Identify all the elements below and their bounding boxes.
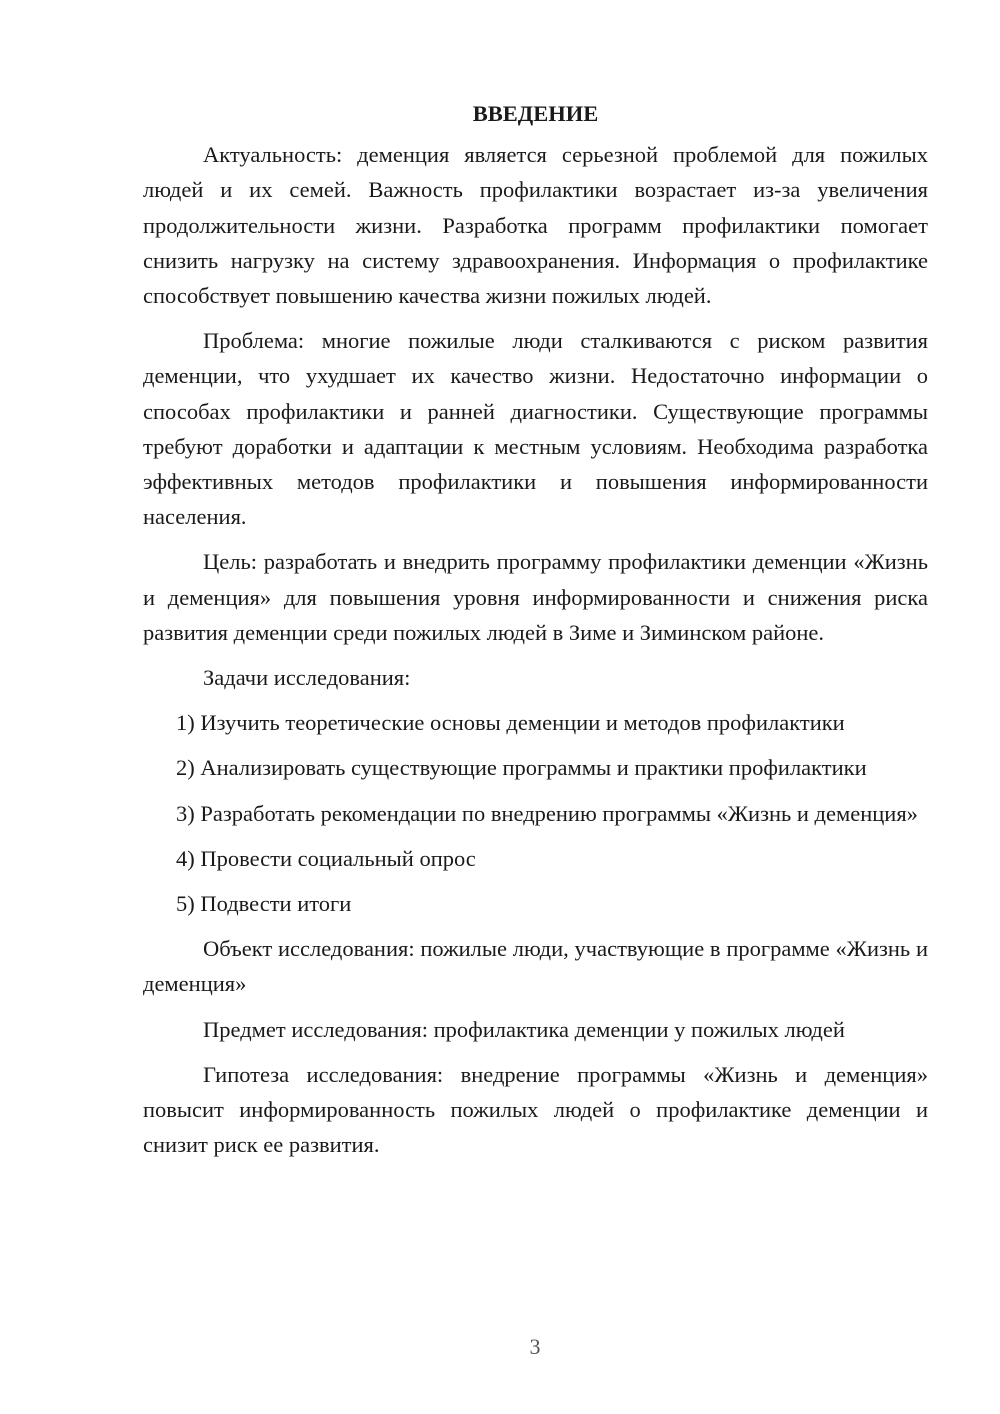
tasks-title: Задачи исследования: bbox=[203, 665, 411, 691]
object-paragraph: Объект исследования: пожилые люди, участвующие в программе «Жизнь и деменция» bbox=[143, 936, 928, 997]
goal-paragraph: Цель: разработать и внедрить программу профилактики деменции «Жизнь и деменция» для повышения уровня информированности и снижения риска развития деменции среди пожилых людей в Зиме и Зиминском районе. bbox=[143, 549, 928, 645]
page-title: ВВЕДЕНИЕ bbox=[472, 101, 599, 126]
subject-paragraph: Предмет исследования: профилактика деменции у пожилых людей bbox=[203, 1016, 845, 1042]
relevance-paragraph: Актуальность: деменция является серьезной проблемой для пожилых людей и их семей. Важность профилактики возрастает из-за увеличения продолжительности жизни. Разработка программ профилактики помогает снизить нагрузку на систему здравоохранения. Информация о профилактике способствует повышению качества жизни пожилых людей. bbox=[143, 142, 928, 309]
problem-paragraph: Проблема: многие пожилые люди сталкиваются с риском развития деменции, что ухудшает их качество жизни. Недостаточно информации о способах профилактики и ранней диагностики. Существующие программы требуют доработки и адаптации к местным условиям. Необходима разработка эффективных методов профилактики и повышения информированности населения. bbox=[143, 328, 928, 530]
hypothesis-paragraph: Гипотеза исследования: внедрение программы «Жизнь и деменция» повысит информированность пожилых людей о профилактике деменции и снизит риск ее развития. bbox=[143, 1061, 928, 1158]
task-item: 5) Подвести итоги bbox=[176, 891, 352, 917]
task-item: 3) Разработать рекомендации по внедрению программы «Жизнь и деменция» bbox=[176, 800, 918, 826]
document-page bbox=[143, 96, 928, 1172]
task-item: 4) Провести социальный опрос bbox=[176, 845, 476, 871]
task-item: 1) Изучить теоретические основы деменции и методов профилактики bbox=[176, 710, 845, 736]
task-item: 2) Анализировать существующие программы и практики профилактики bbox=[176, 755, 867, 781]
page-number: 3 bbox=[529, 1334, 541, 1359]
